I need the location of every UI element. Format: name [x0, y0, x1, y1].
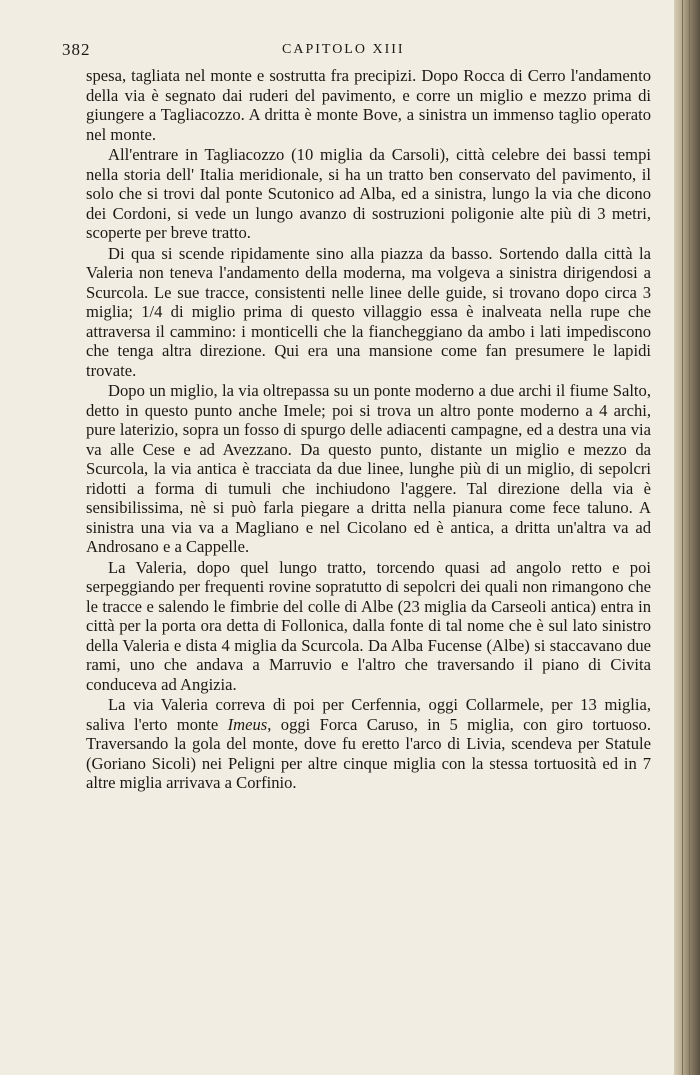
- paragraph: La Valeria, dopo quel lungo tratto, torcendo quasi ad angolo retto e poi serpeggiando per frequenti rovine sopratutto di sepolcri dei quali non rimangono che le tracce e salendo le fimbrie del colle di Albe (23 miglia da Carseoli antica) entra in città per la porta ora detta di Follonica, dalla fonte di tal nome che è sul lato sinistro della Valeria e dista 4 miglia da Scurcola. Da Alba Fucense (Albe) si staccavano due rami, uno che andava a Marruvio e l'altro che traversando il piano di Civita conduceva ad Angizia.: [86, 557, 651, 694]
- page-edge-shadow: [674, 0, 700, 1075]
- paragraph: All'entrare in Tagliacozzo (10 miglia da Carsoli), città celebre dei bassi tempi nella storia dell' Italia meridionale, si ha un tratto ben conservato del pavimento, il solo che si trovi dal ponte Scutonico ad Alba, ed a sinistra, lungo la via che dicono dei Cordoni, si vede un lungo avanzo di sostruzioni poligonie alte più di 3 metri, scoperte per breve tratto.: [86, 145, 651, 242]
- page-edge-line: [689, 0, 690, 1075]
- page-number: 382: [62, 40, 91, 59]
- italic-term: Imeus: [227, 714, 268, 734]
- paragraph: Di qua si scende ripidamente sino alla piazza da basso. Sortendo dalla città la Valeria non teneva l'andamento della moderna, ma volgeva a sinistra dirigendosi a Scurcola. Le sue tracce, consistenti nelle linee delle guide, si trovano dopo circa 3 miglia; 1/4 di miglio prima di questo villaggio essa è inalveata nella rupe che attraversa il cammino: i monticelli che la fiancheggiano da ambo i lati impediscono che tenga altra direzione. Qui era una mansione come fan presumere le lapidi trovate.: [86, 243, 651, 380]
- body-text: [86, 66, 651, 793]
- paragraph: [86, 695, 651, 793]
- page-header: [62, 40, 654, 64]
- page-edge-line: [682, 0, 683, 1075]
- paragraph: Dopo un miglio, la via oltrepassa su un ponte moderno a due archi il fiume Salto, detto in questo punto anche Imele; poi si trova un altro ponte moderno a 4 archi, pure laterizio, sopra un fosso di spurgo delle adiacenti campagne, ed a destra una via va alle Cese e ad Avezzano. Da questo punto, distante un miglio e mezzo da Scurcola, la via antica è tracciata da due linee, lunghe più di un miglio, di sepolcri ridotti a forma di tumuli che inchiudono l'aggere. Tal direzione della via è sensibilissima, nè si può farla piegare a dritta nella pianura come fece taluno. A sinistra una via va a Magliano e nel Cicolano ed è antica, a dritta un'altra va ad Androsano e a Cappelle.: [86, 381, 651, 556]
- running-head: CAPITOLO XIII: [282, 42, 405, 57]
- paragraph: spesa, tagliata nel monte e sostrutta fra precipizi. Dopo Rocca di Cerro l'andamento della via è segnato dai ruderi del pavimento, e corre un miglio e mezzo prima di giungere a Tagliacozzo. A dritta è monte Bove, a sinistra un immenso taglio operato nel monte.: [86, 66, 651, 144]
- paragraph-text: , oggi Forca Caruso, in 5 miglia, con giro tortuoso. Traversando la gola del monte, dove fu eretto l'arco di Livia, scendeva per Statule (Goriano Sicoli) nei Peligni per altre cinque miglia con la stessa tortuosità ed in 7 altre miglia arrivava a Corfinio.: [86, 714, 651, 792]
- paragraph-text: La via Valeria correva di poi per Cerfennia, oggi Collarmele, per 13 miglia, saliva l'erto monte: [86, 695, 651, 734]
